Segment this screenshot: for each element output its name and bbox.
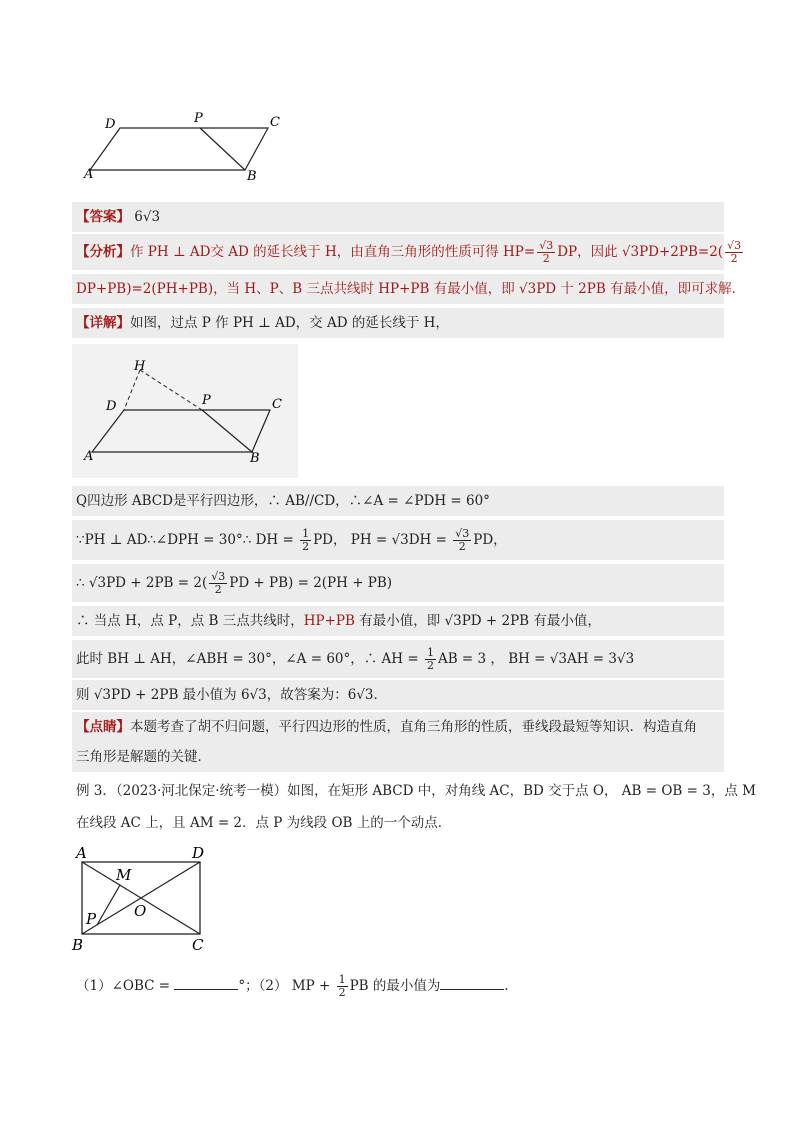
step-3-text-a: ∴ √3PD + 2PB = 2( [76,575,208,591]
step-2-text-a: ∵PH ⊥ AD∴∠DPH = 30°∴ DH = [76,532,299,548]
example-3-line-1 [72,776,756,806]
question-part-1-end: °；（2） MP + [238,978,335,994]
step-3-frac: $\frac{√3}{2}$ [211,570,226,596]
question-part-1: （1）∠OBC = [76,978,175,994]
label-M: M [116,866,132,884]
comment-line-1 [72,712,724,742]
label-P: P [202,393,211,408]
step-6 [72,680,724,710]
answer-tag: 【答案】 [76,209,130,225]
step-2-frac-2: $\frac{√3}{2}$ [455,527,470,553]
analysis-text-1: 作 PH ⊥ AD交 AD 的延长线于 H，由直角三角形的性质可得 HP= [130,244,536,260]
step-1-text: Q四边形 ABCD是平行四边形，∴ AB//CD，∴∠A = ∠PDH = 60° [76,493,490,509]
label-A: A [84,167,94,182]
step-3 [72,564,724,602]
analysis-line-1 [72,234,742,270]
label-H: H [134,359,146,374]
label-D: D [105,117,116,132]
figure-rectangle [70,840,220,958]
comment-text-1: 本题考查了胡不归问题，平行四边形的性质，直角三角形的性质，垂线段最短等知识．构造直角 [130,719,697,735]
figure-parallelogram-2 [72,344,298,478]
step-2-frac-1: $\frac{1}{2}$ [302,527,310,553]
comment-tag: 【点睛】 [76,719,130,735]
analysis-text-2: DP+PB)=2(PH+PB)，当 H、P、B 三点共线时 HP+PB 有最小值，即 √3PD 十 2PB 有最小值，即可求解． [76,281,746,297]
comment-text-2: 三角形是解题的关键． [76,749,211,765]
label-B: B [250,451,260,466]
label-B: B [247,169,257,184]
comment-line-2 [72,742,724,772]
example-3-line-2 [72,808,724,838]
answer-blank-2[interactable] [440,977,504,990]
detail-intro-text: 如图，过点 P 作 PH ⊥ AD，交 AD 的延长线于 H， [130,315,449,331]
answer-value: 6√3 [134,209,161,225]
analysis-text-1b: DP，因此 √3PD+2PB=2( [557,244,724,260]
label-B: B [72,936,84,954]
step-5 [72,640,724,678]
label-D: D [192,844,205,862]
question-frac: $\frac{1}{2}$ [338,973,346,999]
analysis-line-2 [72,274,746,304]
step-2-text-c: PD， [473,532,507,548]
label-O: O [134,902,147,920]
label-A: A [76,844,87,862]
question-part-2-end: ． [504,978,518,994]
analysis-frac-1: $\frac{√3}{2}$ [539,239,554,265]
step-5-frac: $\frac{1}{2}$ [426,646,434,672]
step-3-text-b: PD + PB) = 2(PH + PB) [229,575,393,591]
analysis-tag: 【分析】 [76,244,130,260]
step-2-text-b: PD， PH = √3DH = [313,532,452,548]
step-2 [72,520,724,560]
figure-parallelogram-1 [80,108,290,188]
step-4-text-b: 有最小值，即 √3PD + 2PB 有最小值， [354,613,601,629]
step-6-text: 则 √3PD + 2PB 最小值为 6√3，故答案为：6√3． [76,687,388,703]
analysis-frac-2: $\frac{√3}{2}$ [727,239,742,265]
detail-intro [72,308,724,338]
label-C: C [270,115,280,130]
detail-tag: 【详解】 [76,315,130,331]
label-P: P [86,910,97,928]
step-5-text-b: AB = 3 ， BH = √3AH = 3√3 [437,651,635,667]
answer-row [72,202,724,232]
step-4-highlight: HP+PB [303,613,355,629]
label-D: D [106,399,117,414]
label-C: C [192,936,204,954]
step-5-text-a: 此时 BH ⊥ AH，∠ABH = 30°，∠A = 60°，∴ AH = [76,651,423,667]
label-C: C [272,397,282,412]
step-1 [72,486,724,516]
answer-blank-1[interactable] [174,977,238,990]
question-part-2: PB 的最小值为 [349,978,441,994]
label-P: P [194,111,203,126]
example-3-text-2: 在线段 AC 上，且 AM = 2．点 P 为线段 OB 上的一个动点． [76,815,452,831]
example-3-text-1: 例 3．（2023·河北保定·统考一模）如图，在矩形 ABCD 中，对角线 AC，BD 交于点 O， AB = OB = 3，点 M [76,783,756,799]
question-row [72,968,724,1004]
step-4 [72,606,724,636]
step-4-text-a: ∴ 当点 H，点 P，点 B 三点共线时， [76,613,304,629]
label-A: A [84,449,94,464]
